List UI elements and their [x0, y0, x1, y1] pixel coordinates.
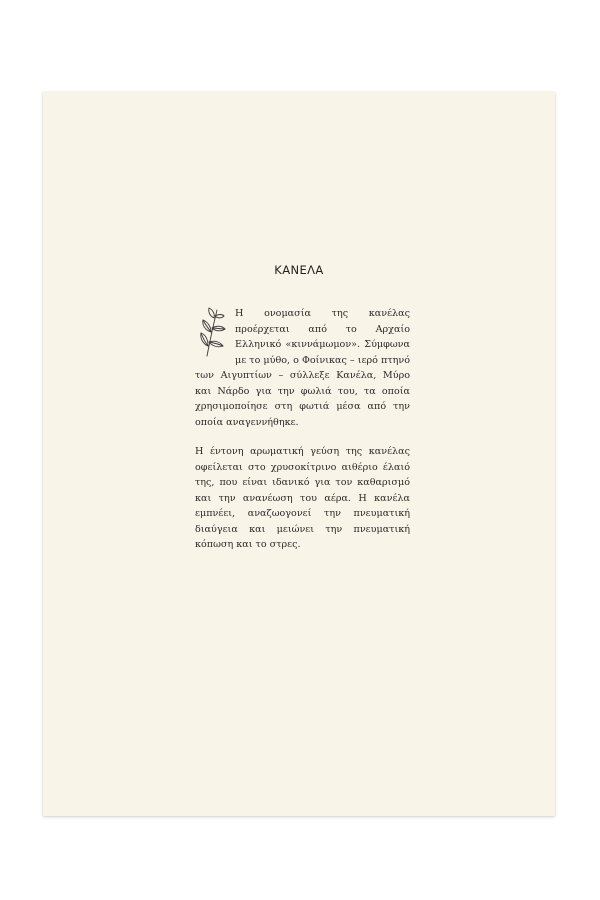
leaf-branch-icon — [195, 306, 229, 358]
paragraph-1-text: Η ονομασία της κανέλας προέρχεται από το Αρχαίο Ελληνικό «κιννάμωμον». Σύμφωνα με το μύθο, ο Φοίνικας – ιερό πτηνό των Αιγυπτίων – σύλλεξε Κανέλα, Μύρο και Νάρδο για την φωλιά του, τα οποία χρησιμοποίησε στη φωτιά μέσα από την οποία αναγεννήθηκε. — [195, 308, 410, 428]
product-card — [43, 92, 555, 816]
paragraph-1 — [195, 306, 410, 430]
paragraph-2-text: Η έντονη αρωματική γεύση της κανέλας οφείλεται στο χρυσοκίτρινο αιθέριο έλαιό της, που είναι ιδανικό για τον καθαρισμό και την ανανέωση του αέρα. Η κανέλα εμπνέει, αναζωογονεί την πνευματική διαύγεια και μειώνει την πνευματική κόπωση και το στρες. — [195, 446, 410, 550]
page-title: ΚΑΝΕΛΑ — [274, 263, 324, 277]
paragraph-2 — [195, 444, 410, 553]
description-text — [195, 306, 410, 567]
